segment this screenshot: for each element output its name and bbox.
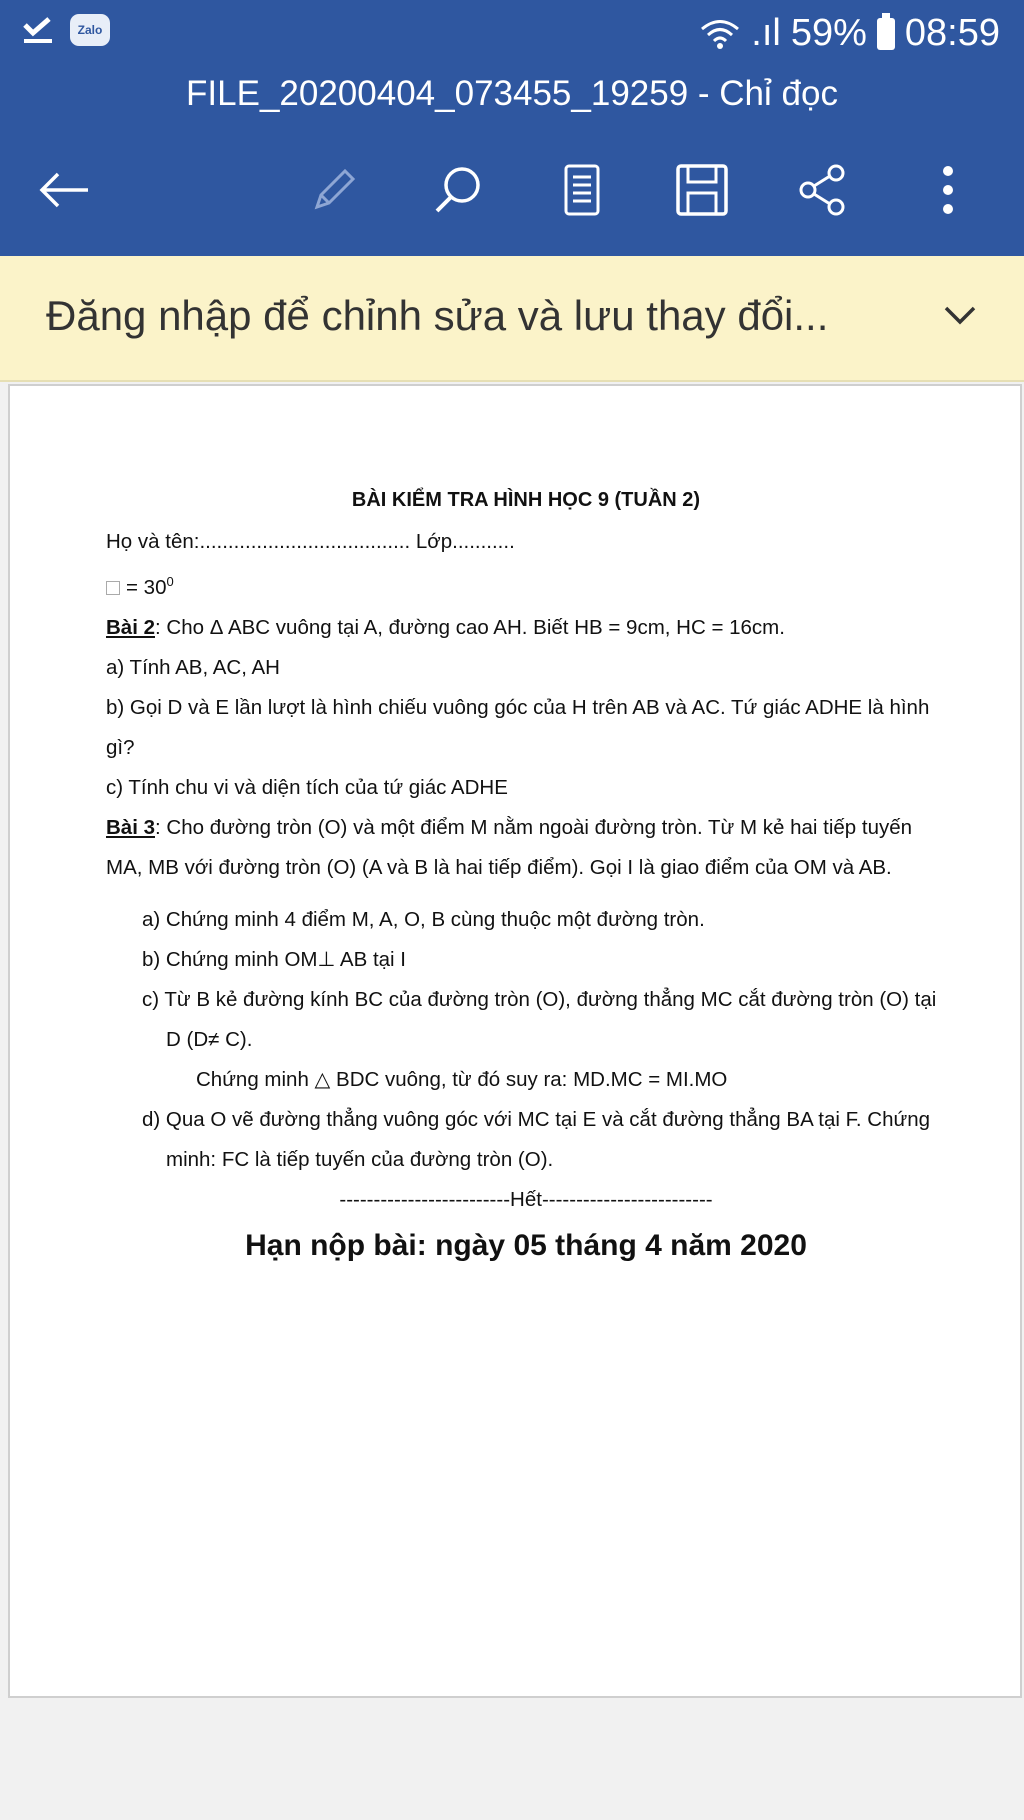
- pencil-icon: [309, 165, 359, 215]
- clock: 08:59: [904, 12, 1000, 54]
- end-marker: -------------------------Hết-------------------------: [339, 1187, 713, 1211]
- document-view-icon: [562, 163, 602, 217]
- bai2-text: : Cho Δ ABC vuông tại A, đường cao AH. Biết HB = 9cm, HC = 16cm.: [155, 615, 785, 639]
- bai3-part-a: a) Chứng minh 4 điểm M, A, O, B cùng thuộc một đường tròn.: [142, 907, 705, 931]
- share-icon: [796, 163, 850, 217]
- bai2-part-a: a) Tính AB, AC, AH: [106, 655, 280, 679]
- sign-in-banner[interactable]: [0, 256, 1024, 382]
- app-header: [0, 0, 1024, 256]
- document-heading: BÀI KIỂM TRA HÌNH HỌC 9 (TUẦN 2): [351, 489, 701, 511]
- angle-degree: 0: [166, 574, 174, 589]
- signal-icon: .ıl: [751, 12, 781, 54]
- edit-button[interactable]: [306, 162, 362, 218]
- checkmark-download-icon: [22, 15, 56, 45]
- bai3-part-b: b) Chứng minh OM⊥ AB tại I: [142, 947, 407, 971]
- battery-percent: 59%: [790, 12, 867, 54]
- bai2-label: Bài 2: [106, 615, 155, 639]
- banner-text: Đăng nhập để chỉnh sửa và lưu thay đổi...: [46, 292, 829, 339]
- back-arrow-icon: [38, 170, 90, 210]
- save-button[interactable]: [674, 162, 730, 218]
- bai3-part-c: c) Từ B kẻ đường kính BC của đường tròn (O), đường thẳng MC cắt đường tròn (O) tại D (D≠ C).: [142, 987, 937, 1051]
- toolbar: [0, 150, 1024, 230]
- search-button[interactable]: [430, 162, 486, 218]
- angle-value: = 30: [126, 575, 167, 599]
- wifi-icon: [699, 18, 741, 50]
- document-page: [8, 384, 1022, 1698]
- bai3-part-c-proof: Chứng minh △ BDC vuông, từ đó suy ra: MD.MC = MI.MO: [196, 1067, 728, 1091]
- reading-view-button[interactable]: [554, 162, 610, 218]
- document-title: FILE_20200404_073455_19259 - Chỉ đọc: [186, 74, 838, 113]
- back-button[interactable]: [36, 162, 92, 218]
- more-icon: [938, 163, 958, 217]
- bai3-list: [106, 900, 946, 1180]
- chevron-down-icon[interactable]: [938, 294, 982, 338]
- angle-symbol-icon: [106, 581, 120, 595]
- deadline: Hạn nộp bài: ngày 05 tháng 4 năm 2020: [245, 1228, 807, 1262]
- bai2-part-b: b) Gọi D và E lần lượt là hình chiếu vuông góc của H trên AB và AC. Tứ giác ADHE là hình gì?: [106, 695, 930, 759]
- share-button[interactable]: [795, 162, 851, 218]
- zalo-icon: Zalo: [70, 14, 110, 46]
- document-content: [106, 474, 946, 1266]
- status-bar: [0, 0, 1024, 72]
- bai3-part-d: d) Qua O vẽ đường thẳng vuông góc với MC tại E và cắt đường thẳng BA tại F. Chứng minh: FC là tiếp tuyến của đường tròn (O).: [142, 1107, 931, 1171]
- bai3-text: : Cho đường tròn (O) và một điểm M nằm ngoài đường tròn. Từ M kẻ hai tiếp tuyến MA, MB với đường tròn (O) (A và B là hai tiếp điểm). Gọi I là giao điểm của OM và AB.: [106, 815, 913, 879]
- search-icon: [431, 163, 485, 217]
- bai3-label: Bài 3: [106, 815, 155, 839]
- angle-line: [106, 562, 946, 608]
- save-icon: [675, 163, 729, 217]
- battery-icon: [877, 18, 895, 50]
- more-options-button[interactable]: [920, 162, 976, 218]
- bai2-part-c: c) Tính chu vi và diện tích của tứ giác ADHE: [106, 775, 508, 799]
- bai3-question: [106, 808, 946, 888]
- name-class-line: Họ và tên:..................................... Lớp...........: [106, 530, 515, 553]
- bai2-question: [106, 608, 946, 648]
